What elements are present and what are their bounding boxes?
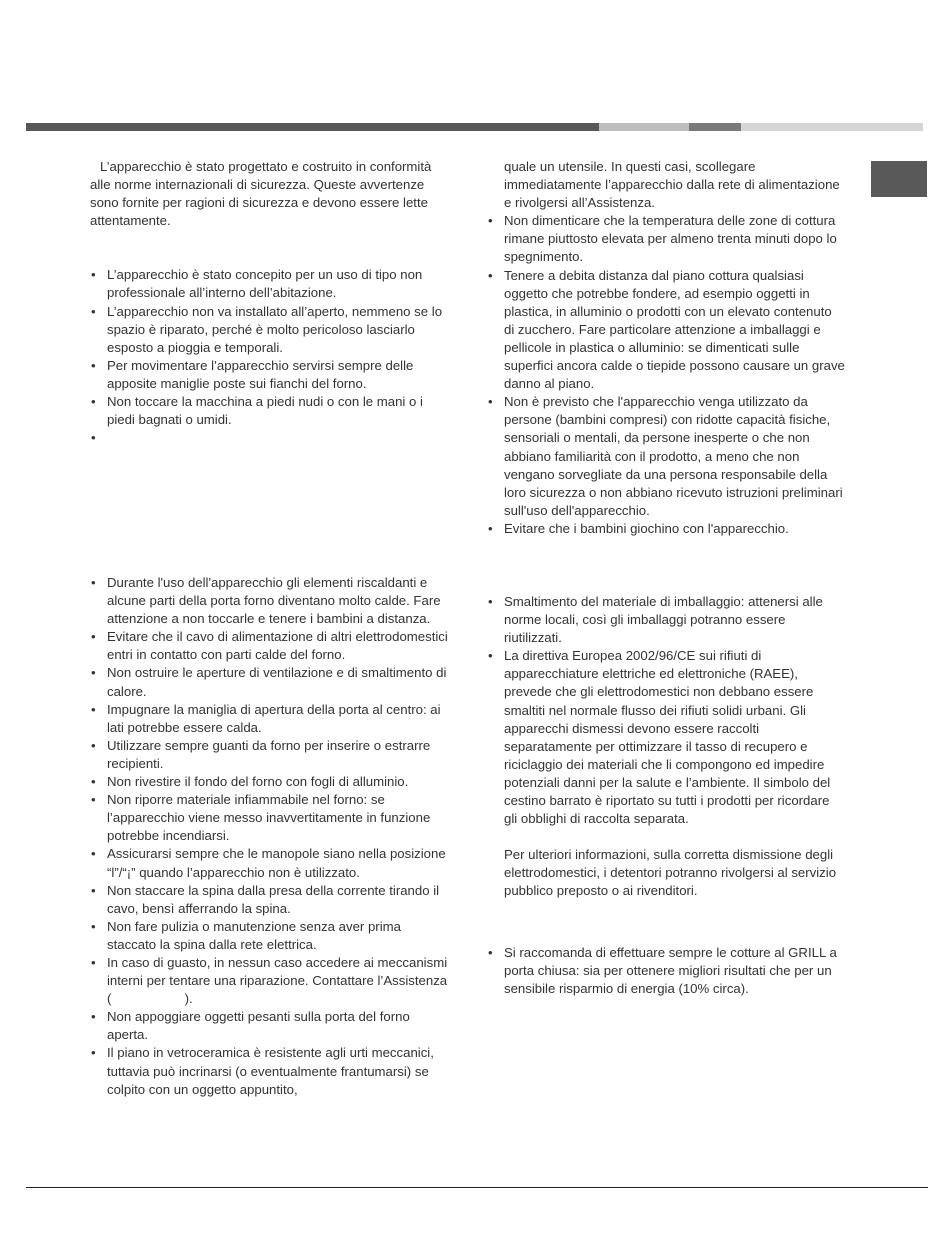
intro-paragraph: L’apparecchio è stato progettato e costruito in conformità alle norme internazionali di sicurezza. Queste avvertenze sono fornite per ragioni di sicurezza e devono essere lette attentamente. — [90, 159, 432, 229]
list-item: • Non fare pulizia o manutenzione senza aver prima staccato la spina dalla rete elettrica. — [90, 918, 448, 954]
list-item: • Si raccomanda di effettuare sempre le cotture al GRILL a porta chiusa: sia per ottenere migliori risultati che per un sensibile risparmio di energia (10% circa). — [487, 944, 845, 998]
header-bar-dark — [26, 123, 599, 131]
list-item: • Tenere a debita distanza dal piano cottura qualsiasi oggetto che potrebbe fondere, ad esempio oggetti in plastica, in alluminio o prodotti con un elevato contenuto di zucchero. Fare particolare attenzione a imballaggi e pellicole in plastica o alluminio: se dimenticati sulle superfici ancora calde o tiepide possono causare un grave danno al piano. — [487, 267, 845, 394]
footer-rule — [26, 1187, 928, 1188]
header-bar-light — [599, 123, 689, 131]
energy-saving-list — [487, 944, 845, 998]
usage-safety-list — [90, 574, 451, 1099]
list-item: • Non appoggiare oggetti pesanti sulla porta del forno aperta. — [90, 1008, 448, 1044]
hob-safety-list — [487, 212, 845, 538]
left-column — [90, 158, 451, 1097]
continuation-paragraph: quale un utensile. In questi casi, scollegare immediatamente l’apparecchio dalla rete di alimentazione e rivolgersi all’Assistenza. — [504, 159, 840, 211]
language-side-tab — [871, 161, 927, 197]
list-item: • Impugnare la maniglia di apertura della porta al centro: ai lati potrebbe essere calda. — [90, 701, 448, 737]
list-item: • L’apparecchio è stato concepito per un uso di tipo non professionale all’interno dell’abitazione. — [90, 266, 448, 302]
list-item: • Non rivestire il fondo del forno con fogli di alluminio. — [90, 773, 448, 791]
list-item: • Durante l'uso dell'apparecchio gli elementi riscaldanti e alcune parti della porta forno diventano molto calde. Fare attenzione a non toccarle e tenere i bambini a distanza. — [90, 574, 448, 628]
list-item: • La direttiva Europea 2002/96/CE sui rifiuti di apparecchiature elettriche ed elettroniche (RAEE), prevede che gli elettrodomestici non debbano essere smaltiti nel normale flusso dei rifiuti solidi urbani. Gli apparecchi dismessi devono essere raccolti separatamente per ottimizzare il tasso di recupero e riciclaggio dei materiali che li compongono ed impedire potenziali danni per la salute e l’ambiente. Il simbolo del cestino barrato è riportato su tutti i prodotti per ricordare gli obblighi di raccolta separata. — [487, 647, 845, 828]
list-item: • Non è previsto che l'apparecchio venga utilizzato da persone (bambini compresi) con ridotte capacità fisiche, sensoriali o mentali, da persone inesperte o che non abbiano familiarità con il prodotto, a meno che non vengano sorvegliate da una persona responsabile della loro sicurezza o non abbiano ricevuto istruzioni preliminari sull'uso dell'apparecchio. — [487, 393, 845, 520]
list-item: • Non toccare la macchina a piedi nudi o con le mani o i piedi bagnati o umidi. — [90, 393, 448, 429]
right-column — [487, 158, 845, 997]
general-safety-list — [90, 266, 448, 447]
list-item: • Per movimentare l’apparecchio servirsi sempre delle apposite maniglie poste sui fianchi del forno. — [90, 357, 448, 393]
list-item: • Il piano in vetroceramica è resistente agli urti meccanici, tuttavia può incrinarsi (o eventualmente frantumarsi) se colpito con un oggetto appuntito, — [90, 1044, 448, 1098]
list-item: • In caso di guasto, in nessun caso accedere ai meccanismi interni per tentare una riparazione. Contattare l’Assistenza ( ). — [90, 954, 448, 1008]
list-item: • Evitare che il cavo di alimentazione di altri elettrodomestici entri in contatto con parti calde del forno. — [90, 628, 448, 664]
list-item: • Assicurarsi sempre che le manopole siano nella posizione “l”/“¡” quando l’apparecchio non è utilizzato. — [90, 845, 448, 881]
disposal-note: Per ulteriori informazioni, sulla corretta dismissione degli elettrodomestici, i detentori potranno rivolgersi al servizio pubblico preposto o ai rivenditori. — [504, 847, 837, 899]
list-item: • Non riporre materiale infiammabile nel forno: se l’apparecchio viene messo inavvertitamente in funzione potrebbe incendiarsi. — [90, 791, 448, 845]
list-item: • Non staccare la spina dalla presa della corrente tirando il cavo, bensì afferrando la spina. — [90, 882, 448, 918]
list-item: • L’apparecchio non va installato all’aperto, nemmeno se lo spazio è riparato, perché è molto pericoloso lasciarlo esposto a pioggia e temporali. — [90, 303, 448, 357]
disposal-list — [487, 593, 845, 828]
list-item: • Non ostruire le aperture di ventilazione e di smaltimento di calore. — [90, 664, 448, 700]
list-item: • Evitare che i bambini giochino con l'apparecchio. — [487, 520, 845, 538]
list-item-empty — [90, 429, 448, 447]
list-item: • Utilizzare sempre guanti da forno per inserire o estrarre recipienti. — [90, 737, 448, 773]
list-item: • Smaltimento del materiale di imballaggio: attenersi alle norme locali, così gli imballaggi potranno essere riutilizzati. — [487, 593, 845, 647]
header-bar-pale — [741, 123, 923, 131]
header-bar-mid — [689, 123, 741, 131]
list-item: • Non dimenticare che la temperatura delle zone di cottura rimane piuttosto elevata per almeno trenta minuti dopo lo spegnimento. — [487, 212, 845, 266]
